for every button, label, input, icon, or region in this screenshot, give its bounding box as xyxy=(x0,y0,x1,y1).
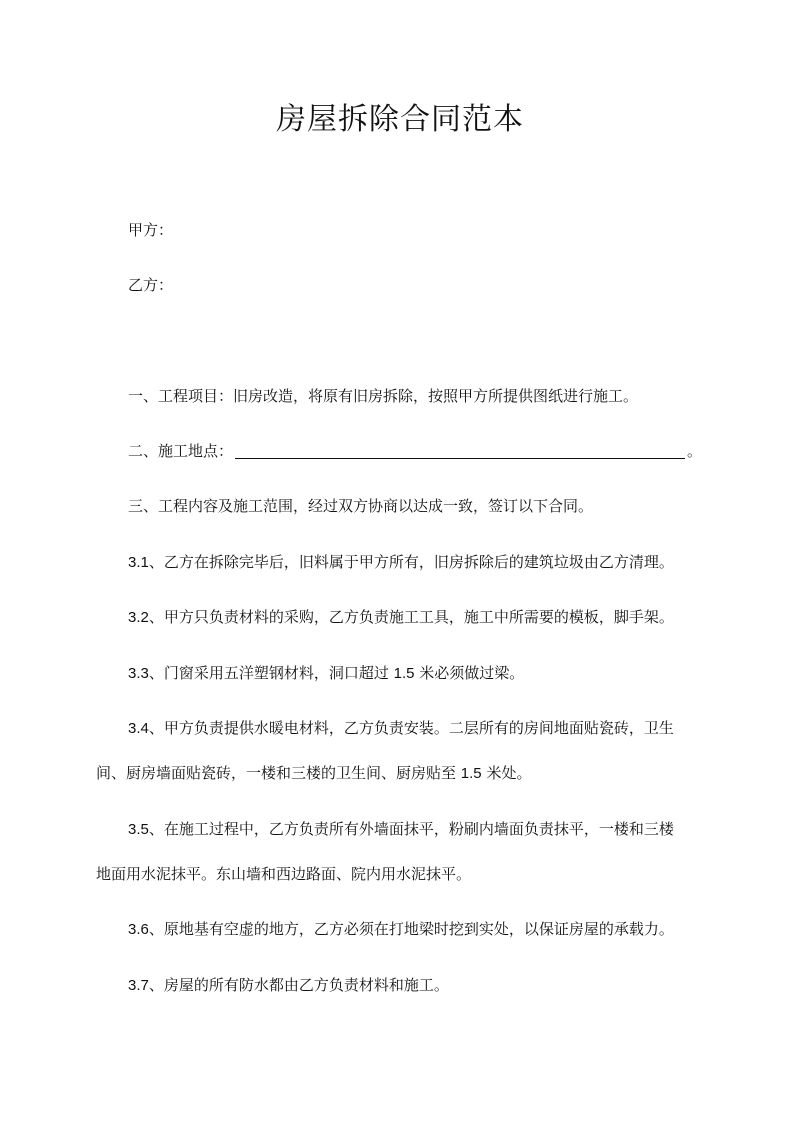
item-project: 一、工程项目：旧房改造，将原有旧房拆除，按照甲方所提供图纸进行施工。 xyxy=(128,387,639,405)
clause-number: 3.7 xyxy=(128,977,149,994)
clause-number: 3.5 xyxy=(128,821,149,838)
item-location xyxy=(128,440,702,462)
party-b-label: 乙方： xyxy=(128,276,174,294)
document-title: 房屋拆除合同范本 xyxy=(276,102,524,137)
clause-3-1 xyxy=(128,551,674,574)
clause-3-3 xyxy=(128,662,524,685)
clause-text: 、甲方只负责材料的采购，乙方负责施工工具，施工中所需要的模板，脚手架。 xyxy=(148,608,674,626)
item-scope: 三、工程内容及施工范围，经过双方协商以达成一致，签订以下合同。 xyxy=(128,497,594,515)
clause-number: 3.1 xyxy=(128,554,149,571)
clause-text: 、乙方在拆除完毕后，旧料属于甲方所有，旧房拆除后的建筑垃圾由乙方清理。 xyxy=(148,553,674,571)
clause-3-2 xyxy=(128,606,674,629)
clause-value: 1.5 xyxy=(460,765,482,782)
clause-number: 3.3 xyxy=(128,665,149,682)
clause-3-7 xyxy=(128,974,449,997)
clause-3-5-continued: 地面用水泥抹平。东山墙和西边路面、院内用水泥抹平。 xyxy=(96,865,472,883)
clause-text: 、在施工过程中，乙方负责所有外墙面抹平，粉刷内墙面负责抹平，一楼和三楼 xyxy=(148,820,674,838)
clause-text: 、原地基有空虚的地方，乙方必须在打地梁时挖到实处，以保证房屋的承载力。 xyxy=(148,920,674,938)
item-location-end: 。 xyxy=(687,442,703,460)
clause-text-end: 米必须做过梁。 xyxy=(419,664,525,682)
clause-number: 3.6 xyxy=(128,921,149,938)
clause-text: 、甲方负责提供水暖电材料，乙方负责安装。二层所有的房间地面贴瓷砖，卫生 xyxy=(148,719,674,737)
clause-text: 、房屋的所有防水都由乙方负责材料和施工。 xyxy=(148,976,449,994)
clause-3-6 xyxy=(128,918,674,941)
clause-number: 3.2 xyxy=(128,609,149,626)
clause-3-4-continued xyxy=(96,762,531,785)
clause-3-5 xyxy=(128,818,674,841)
location-blank-line xyxy=(235,442,685,459)
clause-text: 间、厨房墙面贴瓷砖，一楼和三楼的卫生间、厨房贴至 xyxy=(96,764,457,782)
clause-text-end: 米处。 xyxy=(486,764,532,782)
clause-number: 3.4 xyxy=(128,720,149,737)
clause-value: 1.5 xyxy=(393,665,415,682)
clause-3-4 xyxy=(128,717,674,740)
clause-text: 、门窗采用五洋塑钢材料，洞口超过 xyxy=(148,664,389,682)
item-location-label: 二、施工地点： xyxy=(128,442,234,460)
party-a-label: 甲方： xyxy=(128,221,174,239)
